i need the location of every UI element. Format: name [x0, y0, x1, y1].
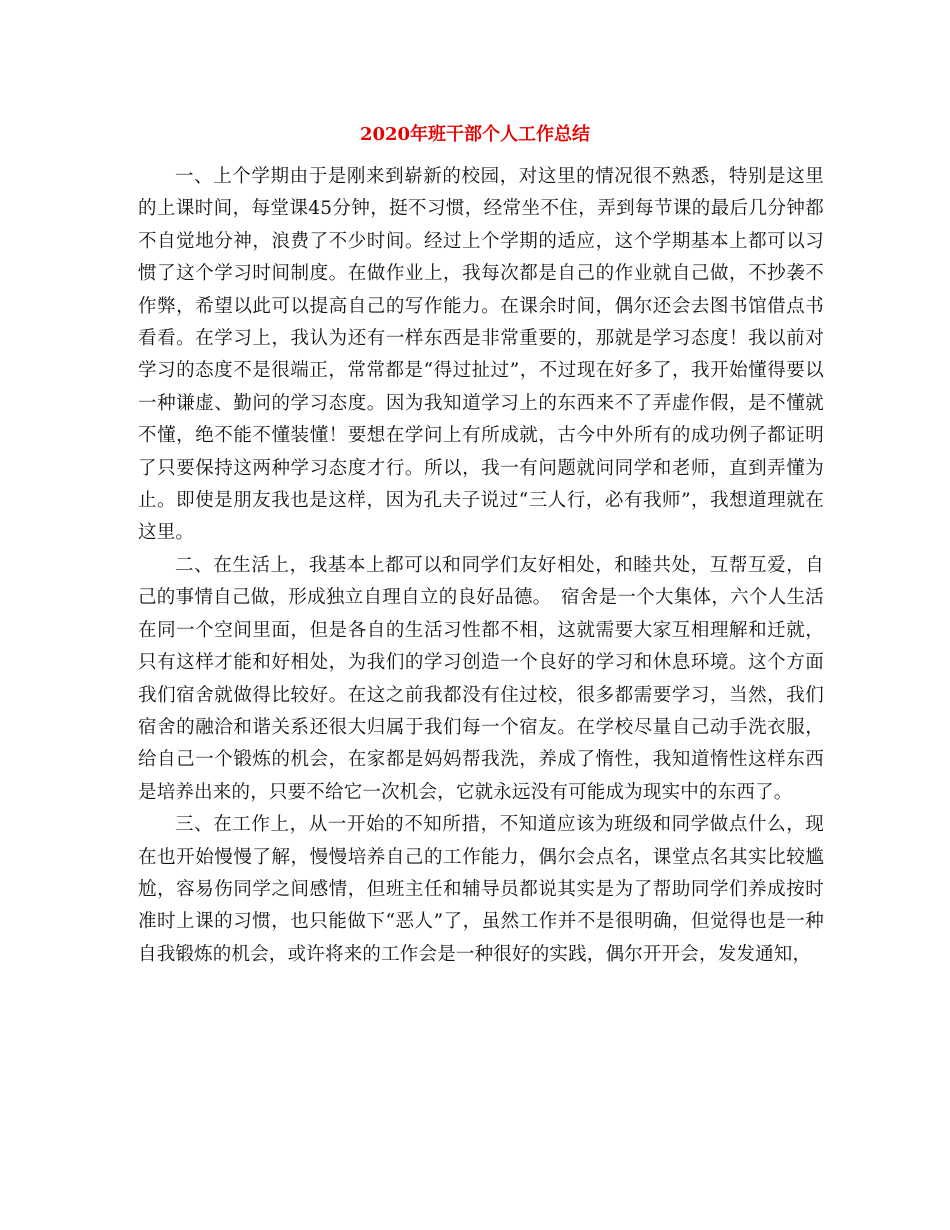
document-title: 2020年班干部个人工作总结 [359, 124, 591, 145]
paragraph-work: 三、在工作上，从一开始的不知所措，不知道应该为班级和同学做点什么，现在也开始慢慢了解，慢慢培养自己的工作能力，偶尔会点名，课堂点名其实比较尴尬，容易伤同学之间感情，但班主任和辅导员都说其实是为了帮助同学们养成按时准时上课的习惯，也只能做下“恶人”了，虽然工作并不是很明确，但觉得也是一种自我锻炼的机会，或许将来的工作会是一种很好的实践，偶尔开开会，发发通知， [138, 814, 824, 965]
document-body [138, 161, 824, 971]
paragraph-life: 二、在生活上，我基本上都可以和同学们友好相处，和睦共处，互帮互爱，自己的事情自己做，形成独立自理自立的良好品德。 宿舍是一个大集体，六个人生活在同一个空间里面，但是各自的生活习性都不相，这就需要大家互相理解和迁就，只有这样才能和好相处，为我们的学习创造一个良好的学习和休息环境。这个方面我们宿舍就做得比较好。在这之前我都没有住过校，很多都需要学习，当然，我们宿舍的融洽和谐关系还很大归属于我们每一个宿友。在学校尽量自己动手洗衣服，给自己一个锻炼的机会，在家都是妈妈帮我洗，养成了惰性，我知道惰性这样东西是培养出来的，只要不给它一次机会，它就永远没有可能成为现实中的东西了。 [138, 554, 824, 803]
paragraph-study: 一、上个学期由于是刚来到崭新的校园，对这里的情况很不熟悉，特别是这里的上课时间，每堂课45分钟，挺不习惯，经常坐不住，弄到每节课的最后几分钟都不自觉地分神，浪费了不少时间。经过上个学期的适应，这个学期基本上都可以习惯了这个学习时间制度。在做作业上，我每次都是自己的作业就自己做，不抄袭不作弊，希望以此可以提高自己的写作能力。在课余时间，偶尔还会去图书馆借点书看看。在学习上，我认为还有一样东西是非常重要的，那就是学习态度！我以前对学习的态度不是很端正，常常都是“得过扯过”，不过现在好多了，我开始懂得要以一种谦虚、勤问的学习态度。因为我知道学习上的东西来不了弄虚作假，是不懂就不懂，绝不能不懂装懂！要想在学问上有所成就，古今中外所有的成功例子都证明了只要保持这两种学习态度才行。所以，我一有问题就问同学和老师，直到弄懂为止。即使是朋友我也是这样，因为孔夫子说过“三人行，必有我师”，我想道理就在这里。 [138, 166, 824, 544]
